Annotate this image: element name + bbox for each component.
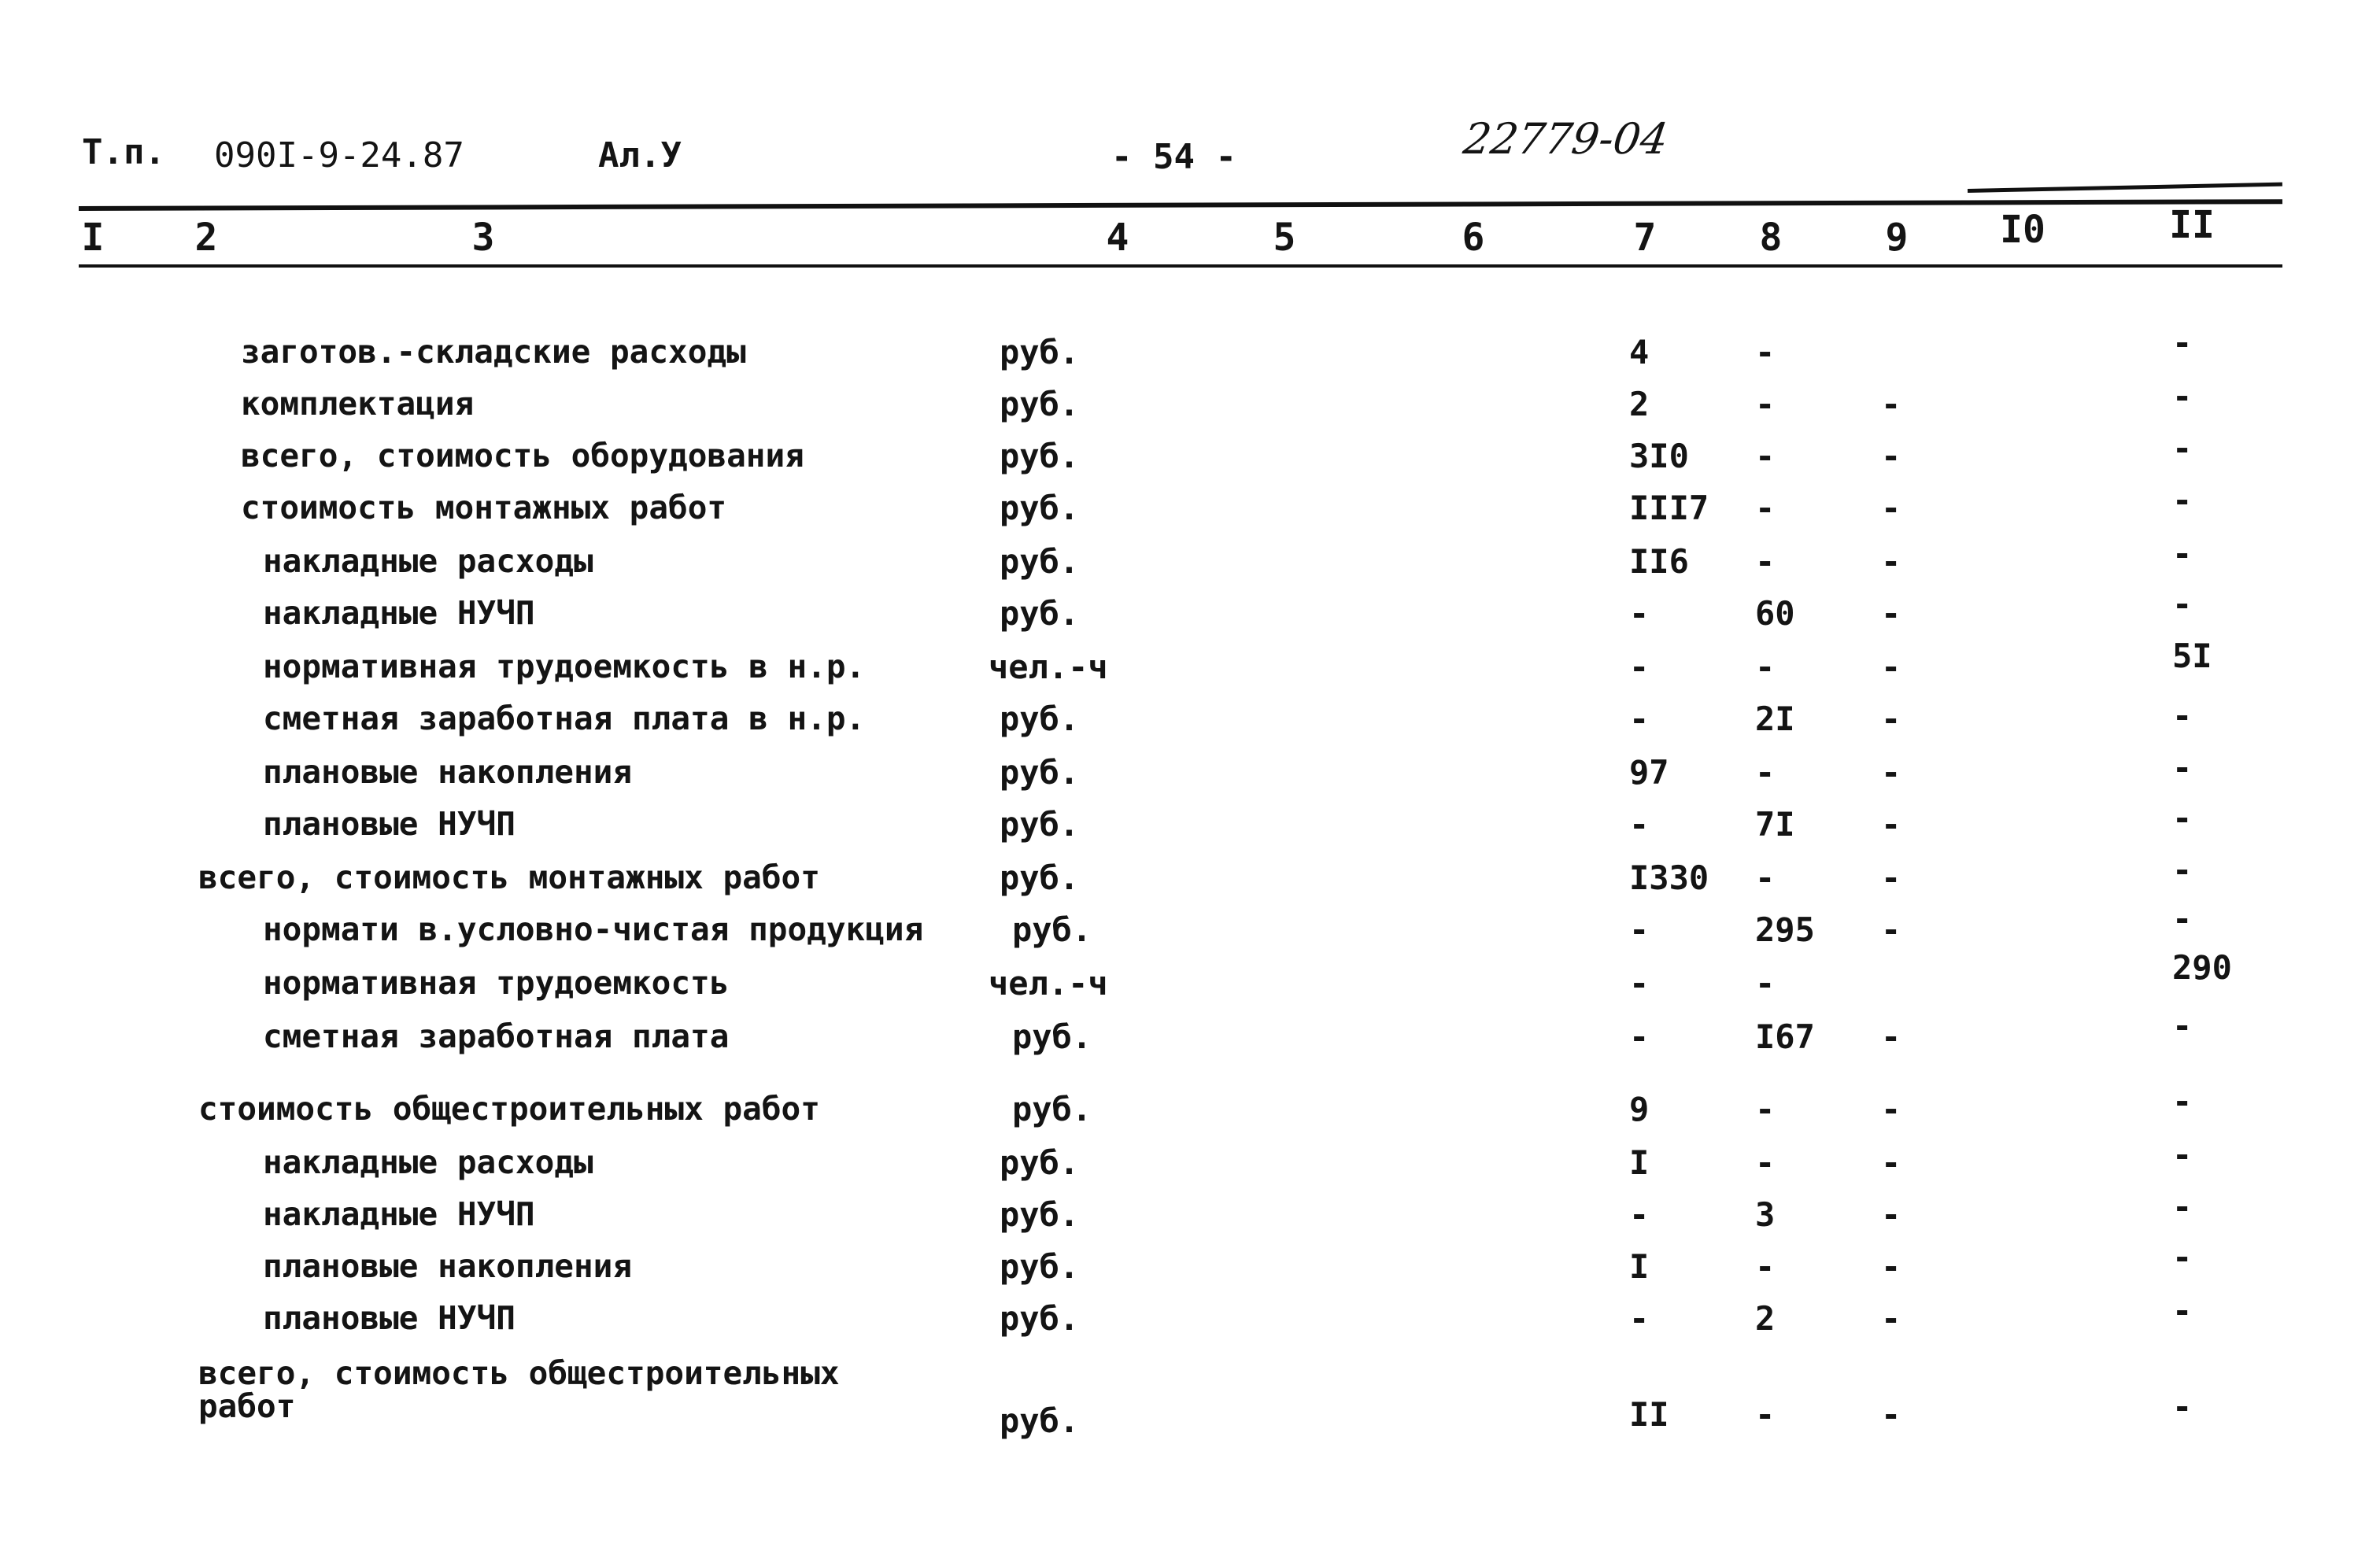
row-col8: - — [1755, 437, 1776, 475]
row-col7: I330 — [1629, 859, 1709, 897]
row-col9: - — [1881, 489, 1901, 527]
row-description: плановые НУЧП — [263, 805, 516, 843]
row-unit: руб. — [1012, 910, 1092, 949]
row-description: всего, стоимость монтажных работ — [198, 859, 820, 896]
row-col7: - — [1629, 910, 1650, 949]
row-description: накладные НУЧП — [263, 594, 535, 632]
row-col11: - — [2172, 534, 2193, 573]
row-col8: - — [1755, 333, 1776, 371]
row-col7: - — [1629, 594, 1650, 633]
row-unit: руб. — [1000, 805, 1080, 844]
row-unit: руб. — [1000, 333, 1080, 371]
row-unit: руб. — [1000, 700, 1080, 738]
table-row — [0, 1006, 2380, 1070]
table-row — [0, 1187, 2380, 1248]
row-col7: II — [1629, 1395, 1669, 1434]
table-row — [0, 429, 2380, 489]
column-header-underline — [79, 264, 2282, 268]
row-unit: руб. — [1000, 594, 1080, 633]
row-description: комплектация — [241, 385, 475, 423]
row-unit: руб. — [1000, 1247, 1080, 1286]
row-col9: - — [1881, 700, 1901, 738]
row-col7: - — [1629, 648, 1650, 686]
column-number-5: 5 — [1273, 216, 1296, 260]
table-row — [0, 799, 2380, 858]
album-label: Ал.У — [598, 135, 682, 175]
row-col8: 2I — [1755, 700, 1795, 738]
row-col9: - — [1881, 753, 1901, 792]
row-col11: - — [2172, 429, 2193, 467]
row-col9: - — [1881, 594, 1901, 633]
row-col8: 7I — [1755, 805, 1795, 844]
row-col8: - — [1755, 385, 1776, 423]
row-col8: - — [1755, 489, 1776, 527]
row-col8: 60 — [1755, 594, 1795, 633]
row-col9: - — [1881, 1090, 1901, 1128]
row-col9: - — [1881, 648, 1901, 686]
row-col11: - — [2172, 481, 2193, 519]
row-unit: руб. — [1000, 753, 1080, 792]
column-number-7: 7 — [1633, 216, 1657, 260]
row-col7: I — [1629, 1247, 1650, 1286]
row-unit: руб. — [1000, 437, 1080, 475]
table-row — [0, 585, 2380, 647]
row-col7: 2 — [1629, 385, 1650, 423]
page-number: - 54 - — [1111, 137, 1236, 177]
column-number-4: 4 — [1106, 216, 1129, 260]
row-unit: руб. — [1000, 859, 1080, 897]
table-row — [0, 377, 2380, 438]
column-number-8: 8 — [1759, 216, 1783, 260]
table-row — [0, 748, 2380, 806]
column-number-9: 9 — [1885, 216, 1909, 260]
row-unit: руб. — [1012, 1017, 1092, 1056]
row-col8: - — [1755, 1395, 1776, 1434]
row-description: нормативная трудоемкость в н.р. — [263, 648, 866, 685]
row-col9: - — [1881, 1017, 1901, 1056]
row-unit: руб. — [1000, 385, 1080, 423]
row-unit: чел.-ч — [989, 964, 1108, 1003]
row-col9: - — [1881, 1299, 1901, 1338]
row-col7: 97 — [1629, 753, 1669, 792]
row-col8: I67 — [1755, 1017, 1815, 1056]
row-col8: - — [1755, 964, 1776, 1003]
row-description: накладные расходы — [263, 1143, 593, 1181]
table-row — [0, 696, 2380, 752]
doc-label: Т.п. — [82, 132, 165, 172]
column-number-10: I0 — [2000, 208, 2046, 252]
row-description: всего, стоимость общестроительных — [198, 1354, 840, 1392]
table-row — [0, 637, 2380, 700]
row-col8: 2 — [1755, 1299, 1776, 1338]
row-col9: - — [1881, 910, 1901, 949]
row-col7: - — [1629, 805, 1650, 844]
row-col9: - — [1881, 437, 1901, 475]
column-number-3: 3 — [471, 216, 495, 260]
table-row — [0, 534, 2380, 595]
row-col11: - — [2172, 696, 2193, 735]
row-unit: руб. — [1000, 542, 1080, 581]
row-unit: чел.-ч — [989, 648, 1108, 686]
row-description: заготов.-складские расходы — [241, 333, 746, 371]
row-col8: - — [1755, 1247, 1776, 1286]
table-row — [0, 1355, 2380, 1442]
column-number-6: 6 — [1462, 216, 1485, 260]
row-col11: - — [2172, 899, 2193, 938]
row-col8: - — [1755, 542, 1776, 581]
row-col11: - — [2172, 748, 2193, 787]
row-col11: - — [2172, 1135, 2193, 1174]
row-col8: - — [1755, 648, 1776, 686]
row-col7: - — [1629, 1195, 1650, 1234]
table-row — [0, 323, 2380, 386]
row-col7: I — [1629, 1143, 1650, 1182]
row-col11: - — [2172, 323, 2193, 362]
row-col11: - — [2172, 585, 2193, 623]
doc-code: 090I-9-24.87 — [214, 135, 464, 175]
table-row — [0, 948, 2380, 1017]
row-unit: руб. — [1000, 1299, 1080, 1338]
row-col11: - — [2172, 377, 2193, 415]
row-col11: - — [2172, 851, 2193, 889]
table-row — [0, 1291, 2380, 1352]
row-col7: - — [1629, 700, 1650, 738]
row-description: стоимость монтажных работ — [241, 489, 727, 526]
row-col9: - — [1881, 805, 1901, 844]
row-col11: 5I — [2172, 637, 2212, 675]
table-row — [0, 1082, 2380, 1143]
row-description: плановые накопления — [263, 1247, 632, 1285]
row-description: сметная заработная плата в н.р. — [263, 700, 866, 737]
row-unit: руб. — [1000, 1143, 1080, 1182]
row-description: стоимость общестроительных работ — [198, 1090, 820, 1128]
row-col11: - — [2172, 1387, 2193, 1426]
row-col7: - — [1629, 1017, 1650, 1056]
row-description: плановые накопления — [263, 753, 632, 791]
table-row — [0, 481, 2380, 541]
row-col9: - — [1881, 385, 1901, 423]
row-col11: - — [2172, 799, 2193, 837]
row-unit: руб. — [1012, 1090, 1092, 1128]
table-row — [0, 1238, 2380, 1300]
row-col9: - — [1881, 542, 1901, 581]
row-col11: - — [2172, 1238, 2193, 1276]
row-description: сметная заработная плата — [263, 1017, 730, 1055]
row-col7: - — [1629, 1299, 1650, 1338]
row-col7: 9 — [1629, 1090, 1650, 1128]
row-col8: 3 — [1755, 1195, 1776, 1234]
row-description: нормативная трудоемкость — [263, 964, 730, 1002]
row-unit: руб. — [1000, 489, 1080, 527]
row-description: всего, стоимость оборудования — [241, 437, 804, 475]
header-top-rule — [79, 199, 2282, 211]
inventory-number: 22779-04 — [1460, 114, 1672, 164]
row-col7: - — [1629, 964, 1650, 1003]
table-row — [0, 851, 2380, 911]
row-col9: - — [1881, 1143, 1901, 1182]
row-col8: - — [1755, 1143, 1776, 1182]
row-col9: - — [1881, 1247, 1901, 1286]
row-description: накладные расходы — [263, 542, 593, 580]
row-col8: - — [1755, 1090, 1776, 1128]
row-description: нормати в.условно-чистая продукция — [263, 910, 924, 948]
row-col8: - — [1755, 753, 1776, 792]
row-col9: - — [1881, 859, 1901, 897]
row-col9: - — [1881, 1195, 1901, 1234]
row-col11: - — [2172, 1187, 2193, 1226]
row-description-continuation: работ — [198, 1387, 296, 1425]
row-col11: - — [2172, 1006, 2193, 1045]
row-col7: II6 — [1629, 542, 1689, 581]
column-number-1: I — [81, 216, 105, 260]
row-description: плановые НУЧП — [263, 1299, 516, 1337]
row-col11: - — [2172, 1082, 2193, 1121]
row-unit: руб. — [1000, 1195, 1080, 1234]
column-number-2: 2 — [194, 216, 218, 260]
row-col9: - — [1881, 1395, 1901, 1434]
row-col11: - — [2172, 1291, 2193, 1330]
row-col7: 4 — [1629, 333, 1650, 371]
table-row — [0, 899, 2380, 963]
row-col7: III7 — [1629, 489, 1709, 527]
header-top-rule-end — [1968, 183, 2282, 193]
row-col11: 290 — [2172, 948, 2232, 987]
column-number-11: II — [2169, 203, 2215, 247]
table-row — [0, 1135, 2380, 1196]
row-col7: 3I0 — [1629, 437, 1689, 475]
row-col8: 295 — [1755, 910, 1815, 949]
row-unit: руб. — [1000, 1401, 1080, 1440]
row-description: накладные НУЧП — [263, 1195, 535, 1233]
row-col8: - — [1755, 859, 1776, 897]
